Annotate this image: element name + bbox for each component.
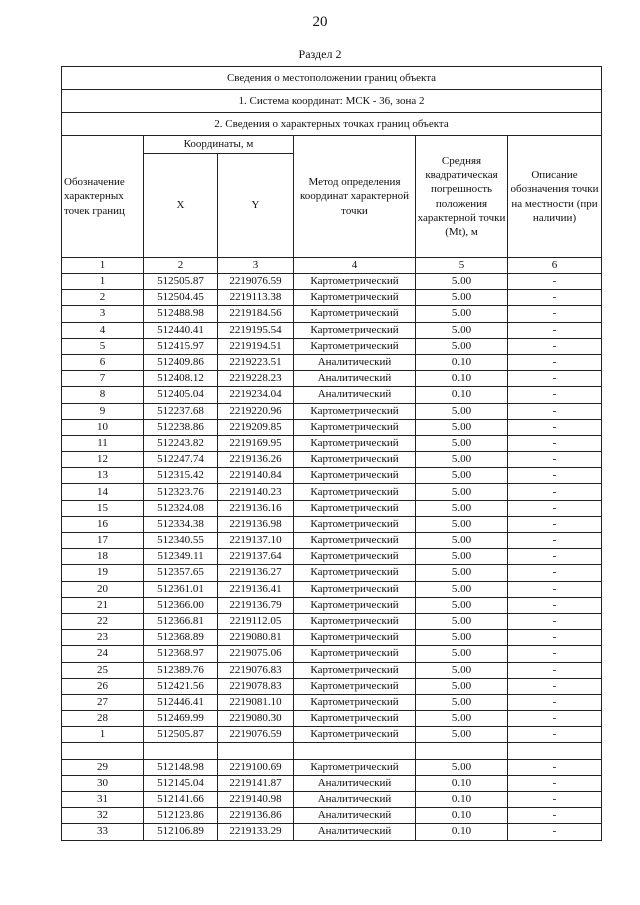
method-cell: Аналитический: [294, 824, 416, 840]
table-row: [62, 387, 602, 403]
y-cell: 2219137.10: [218, 533, 294, 549]
method-cell: Картометрический: [294, 630, 416, 646]
table-row: [62, 581, 602, 597]
y-cell: 2219112.05: [218, 613, 294, 629]
y-cell: 2219133.29: [218, 824, 294, 840]
y-cell: 2219223.51: [218, 354, 294, 370]
description-cell: -: [508, 727, 602, 743]
error-cell: 5.00: [416, 533, 508, 549]
coord-system-line: 1. Система координат: МСК - 36, зона 2: [62, 90, 602, 113]
x-cell: 512368.97: [144, 646, 218, 662]
point-id-cell: 14: [62, 484, 144, 500]
point-id-cell: 6: [62, 354, 144, 370]
x-cell: 512368.89: [144, 630, 218, 646]
table-row: [62, 500, 602, 516]
error-cell: 5.00: [416, 452, 508, 468]
description-cell: -: [508, 354, 602, 370]
table-row: [62, 306, 602, 322]
point-id-cell: 21: [62, 597, 144, 613]
x-cell: 512106.89: [144, 824, 218, 840]
description-cell: -: [508, 452, 602, 468]
x-cell: 512243.82: [144, 435, 218, 451]
empty-cell: [294, 743, 416, 759]
table-row: [62, 533, 602, 549]
point-id-cell: 16: [62, 516, 144, 532]
page-number: 20: [312, 14, 328, 30]
error-cell: 0.10: [416, 354, 508, 370]
table-row: [62, 565, 602, 581]
error-cell: 5.00: [416, 630, 508, 646]
y-cell: 2219076.59: [218, 274, 294, 290]
column-number: 4: [294, 258, 416, 274]
table-row: [62, 354, 602, 370]
error-cell: 0.10: [416, 387, 508, 403]
header-y: Y: [218, 154, 294, 258]
y-cell: 2219100.69: [218, 759, 294, 775]
x-cell: 512366.00: [144, 597, 218, 613]
method-cell: Картометрический: [294, 500, 416, 516]
error-cell: 5.00: [416, 662, 508, 678]
x-cell: 512469.99: [144, 711, 218, 727]
method-cell: Картометрический: [294, 516, 416, 532]
x-cell: 512247.74: [144, 452, 218, 468]
x-cell: 512334.38: [144, 516, 218, 532]
error-cell: 5.00: [416, 338, 508, 354]
table-row: [62, 274, 602, 290]
table-row: [62, 662, 602, 678]
x-cell: 512405.04: [144, 387, 218, 403]
method-cell: Картометрический: [294, 549, 416, 565]
table-row: [62, 630, 602, 646]
column-number: 5: [416, 258, 508, 274]
error-cell: 5.00: [416, 613, 508, 629]
point-id-cell: 25: [62, 662, 144, 678]
error-cell: 5.00: [416, 759, 508, 775]
description-cell: -: [508, 662, 602, 678]
y-cell: 2219140.84: [218, 468, 294, 484]
table-row: [62, 694, 602, 710]
point-id-cell: 20: [62, 581, 144, 597]
point-id-cell: 5: [62, 338, 144, 354]
y-cell: 2219136.27: [218, 565, 294, 581]
table-row: [62, 646, 602, 662]
error-cell: 5.00: [416, 678, 508, 694]
x-cell: 512324.08: [144, 500, 218, 516]
description-cell: -: [508, 419, 602, 435]
method-cell: Аналитический: [294, 808, 416, 824]
method-cell: Картометрический: [294, 452, 416, 468]
x-cell: 512421.56: [144, 678, 218, 694]
method-cell: Картометрический: [294, 403, 416, 419]
method-cell: Картометрический: [294, 646, 416, 662]
error-cell: 5.00: [416, 694, 508, 710]
table-row: [62, 516, 602, 532]
x-cell: 512446.41: [144, 694, 218, 710]
y-cell: 2219141.87: [218, 775, 294, 791]
method-cell: Картометрический: [294, 419, 416, 435]
y-cell: 2219136.26: [218, 452, 294, 468]
header-error: Средняя квадратическая погрешность положения характерной точки (Mt), м: [416, 136, 508, 258]
point-id-cell: 32: [62, 808, 144, 824]
method-cell: Аналитический: [294, 354, 416, 370]
method-cell: Картометрический: [294, 435, 416, 451]
x-cell: 512505.87: [144, 727, 218, 743]
y-cell: 2219184.56: [218, 306, 294, 322]
x-cell: 512504.45: [144, 290, 218, 306]
column-number-row: [62, 258, 602, 274]
description-cell: -: [508, 274, 602, 290]
description-cell: -: [508, 484, 602, 500]
method-cell: Картометрический: [294, 759, 416, 775]
description-cell: -: [508, 613, 602, 629]
point-id-cell: 7: [62, 371, 144, 387]
point-id-cell: 29: [62, 759, 144, 775]
error-cell: 5.00: [416, 435, 508, 451]
y-cell: 2219136.16: [218, 500, 294, 516]
error-cell: 0.10: [416, 824, 508, 840]
point-id-cell: 11: [62, 435, 144, 451]
description-cell: -: [508, 581, 602, 597]
x-cell: 512123.86: [144, 808, 218, 824]
method-cell: Картометрический: [294, 581, 416, 597]
error-cell: 5.00: [416, 549, 508, 565]
table-row: [62, 775, 602, 791]
table-row: [62, 338, 602, 354]
method-cell: Картометрический: [294, 338, 416, 354]
error-cell: 5.00: [416, 565, 508, 581]
x-cell: 512145.04: [144, 775, 218, 791]
x-cell: 512349.11: [144, 549, 218, 565]
point-id-cell: 4: [62, 322, 144, 338]
table-row: [62, 549, 602, 565]
description-cell: -: [508, 500, 602, 516]
description-cell: -: [508, 565, 602, 581]
error-cell: 5.00: [416, 290, 508, 306]
table-row: [62, 727, 602, 743]
y-cell: 2219136.98: [218, 516, 294, 532]
separator-row: [62, 743, 602, 759]
table-row: [62, 808, 602, 824]
y-cell: 2219169.95: [218, 435, 294, 451]
point-id-cell: 1: [62, 727, 144, 743]
point-id-cell: 18: [62, 549, 144, 565]
y-cell: 2219140.23: [218, 484, 294, 500]
y-cell: 2219076.83: [218, 662, 294, 678]
method-cell: Картометрический: [294, 711, 416, 727]
description-cell: -: [508, 516, 602, 532]
x-cell: 512237.68: [144, 403, 218, 419]
description-cell: -: [508, 775, 602, 791]
description-cell: -: [508, 322, 602, 338]
description-cell: -: [508, 630, 602, 646]
table-row: [62, 322, 602, 338]
y-cell: 2219195.54: [218, 322, 294, 338]
x-cell: 512315.42: [144, 468, 218, 484]
boundary-points-table: [61, 66, 602, 841]
empty-cell: [62, 743, 144, 759]
point-id-cell: 30: [62, 775, 144, 791]
description-cell: -: [508, 824, 602, 840]
header-coordinates: Координаты, м: [144, 136, 294, 154]
point-id-cell: 33: [62, 824, 144, 840]
empty-cell: [218, 743, 294, 759]
method-cell: Картометрический: [294, 565, 416, 581]
table-row: [62, 484, 602, 500]
error-cell: 5.00: [416, 581, 508, 597]
x-cell: 512505.87: [144, 274, 218, 290]
description-cell: -: [508, 549, 602, 565]
method-cell: Картометрический: [294, 678, 416, 694]
error-cell: 5.00: [416, 500, 508, 516]
x-cell: 512440.41: [144, 322, 218, 338]
y-cell: 2219080.30: [218, 711, 294, 727]
error-cell: 5.00: [416, 306, 508, 322]
x-cell: 512415.97: [144, 338, 218, 354]
description-cell: -: [508, 306, 602, 322]
point-id-cell: 27: [62, 694, 144, 710]
error-cell: 5.00: [416, 419, 508, 435]
description-cell: -: [508, 338, 602, 354]
error-cell: 0.10: [416, 775, 508, 791]
description-cell: -: [508, 533, 602, 549]
method-cell: Аналитический: [294, 371, 416, 387]
description-cell: -: [508, 694, 602, 710]
error-cell: 5.00: [416, 322, 508, 338]
y-cell: 2219113.38: [218, 290, 294, 306]
table-row: [62, 468, 602, 484]
method-cell: Картометрический: [294, 290, 416, 306]
description-cell: -: [508, 646, 602, 662]
error-cell: 5.00: [416, 646, 508, 662]
description-cell: -: [508, 290, 602, 306]
description-cell: -: [508, 678, 602, 694]
x-cell: 512357.65: [144, 565, 218, 581]
method-cell: Картометрический: [294, 727, 416, 743]
table-row: [62, 759, 602, 775]
y-cell: 2219137.64: [218, 549, 294, 565]
point-id-cell: 17: [62, 533, 144, 549]
x-cell: 512389.76: [144, 662, 218, 678]
table-row: [62, 678, 602, 694]
error-cell: 5.00: [416, 274, 508, 290]
description-cell: -: [508, 403, 602, 419]
column-number: 2: [144, 258, 218, 274]
point-id-cell: 2: [62, 290, 144, 306]
y-cell: 2219136.79: [218, 597, 294, 613]
header-x: X: [144, 154, 218, 258]
method-cell: Аналитический: [294, 792, 416, 808]
description-cell: -: [508, 597, 602, 613]
method-cell: Аналитический: [294, 387, 416, 403]
error-cell: 5.00: [416, 597, 508, 613]
x-cell: 512361.01: [144, 581, 218, 597]
description-cell: -: [508, 759, 602, 775]
column-number: 3: [218, 258, 294, 274]
method-cell: Картометрический: [294, 597, 416, 613]
x-cell: 512488.98: [144, 306, 218, 322]
x-cell: 512409.86: [144, 354, 218, 370]
y-cell: 2219076.59: [218, 727, 294, 743]
empty-cell: [508, 743, 602, 759]
column-number: 1: [62, 258, 144, 274]
method-cell: Картометрический: [294, 468, 416, 484]
y-cell: 2219078.83: [218, 678, 294, 694]
points-heading: 2. Сведения о характерных точках границ объекта: [62, 113, 602, 136]
header-description: Описание обозначения точки на местности (при наличии): [508, 136, 602, 258]
point-id-cell: 10: [62, 419, 144, 435]
x-cell: 512340.55: [144, 533, 218, 549]
table-row: [62, 419, 602, 435]
table-row: [62, 452, 602, 468]
point-id-cell: 23: [62, 630, 144, 646]
point-id-cell: 31: [62, 792, 144, 808]
error-cell: 5.00: [416, 484, 508, 500]
description-cell: -: [508, 711, 602, 727]
table-row: [62, 371, 602, 387]
error-cell: 5.00: [416, 727, 508, 743]
table-row: [62, 711, 602, 727]
point-id-cell: 1: [62, 274, 144, 290]
y-cell: 2219209.85: [218, 419, 294, 435]
x-cell: 512148.98: [144, 759, 218, 775]
y-cell: 2219136.41: [218, 581, 294, 597]
description-cell: -: [508, 371, 602, 387]
description-cell: -: [508, 468, 602, 484]
y-cell: 2219140.98: [218, 792, 294, 808]
description-cell: -: [508, 792, 602, 808]
point-id-cell: 19: [62, 565, 144, 581]
point-id-cell: 24: [62, 646, 144, 662]
y-cell: 2219136.86: [218, 808, 294, 824]
column-number: 6: [508, 258, 602, 274]
description-cell: -: [508, 808, 602, 824]
table-row: [62, 290, 602, 306]
y-cell: 2219194.51: [218, 338, 294, 354]
error-cell: 5.00: [416, 711, 508, 727]
method-cell: Картометрический: [294, 533, 416, 549]
table-row: [62, 792, 602, 808]
y-cell: 2219228.23: [218, 371, 294, 387]
method-cell: Картометрический: [294, 274, 416, 290]
point-id-cell: 22: [62, 613, 144, 629]
header-designation: Обозначение характерных точек границ: [62, 136, 144, 258]
method-cell: Картометрический: [294, 694, 416, 710]
empty-cell: [144, 743, 218, 759]
y-cell: 2219234.04: [218, 387, 294, 403]
x-cell: 512238.86: [144, 419, 218, 435]
table-row: [62, 403, 602, 419]
description-cell: -: [508, 435, 602, 451]
point-id-cell: 8: [62, 387, 144, 403]
empty-cell: [416, 743, 508, 759]
table-row: [62, 597, 602, 613]
x-cell: 512323.76: [144, 484, 218, 500]
method-cell: Картометрический: [294, 613, 416, 629]
error-cell: 0.10: [416, 792, 508, 808]
error-cell: 5.00: [416, 403, 508, 419]
x-cell: 512366.81: [144, 613, 218, 629]
method-cell: Аналитический: [294, 775, 416, 791]
error-cell: 0.10: [416, 371, 508, 387]
y-cell: 2219080.81: [218, 630, 294, 646]
y-cell: 2219081.10: [218, 694, 294, 710]
point-id-cell: 13: [62, 468, 144, 484]
x-cell: 512408.12: [144, 371, 218, 387]
point-id-cell: 15: [62, 500, 144, 516]
table-row: [62, 435, 602, 451]
point-id-cell: 3: [62, 306, 144, 322]
method-cell: Картометрический: [294, 662, 416, 678]
table-row: [62, 824, 602, 840]
header-method: Метод определения координат характерной точки: [294, 136, 416, 258]
section-label: Раздел 2: [298, 47, 342, 61]
point-id-cell: 12: [62, 452, 144, 468]
error-cell: 5.00: [416, 516, 508, 532]
method-cell: Картометрический: [294, 306, 416, 322]
method-cell: Картометрический: [294, 322, 416, 338]
y-cell: 2219075.06: [218, 646, 294, 662]
point-id-cell: 26: [62, 678, 144, 694]
table-row: [62, 613, 602, 629]
table-title: Сведения о местоположении границ объекта: [62, 67, 602, 90]
y-cell: 2219220.96: [218, 403, 294, 419]
x-cell: 512141.66: [144, 792, 218, 808]
point-id-cell: 9: [62, 403, 144, 419]
method-cell: Картометрический: [294, 484, 416, 500]
description-cell: -: [508, 387, 602, 403]
error-cell: 0.10: [416, 808, 508, 824]
point-id-cell: 28: [62, 711, 144, 727]
error-cell: 5.00: [416, 468, 508, 484]
